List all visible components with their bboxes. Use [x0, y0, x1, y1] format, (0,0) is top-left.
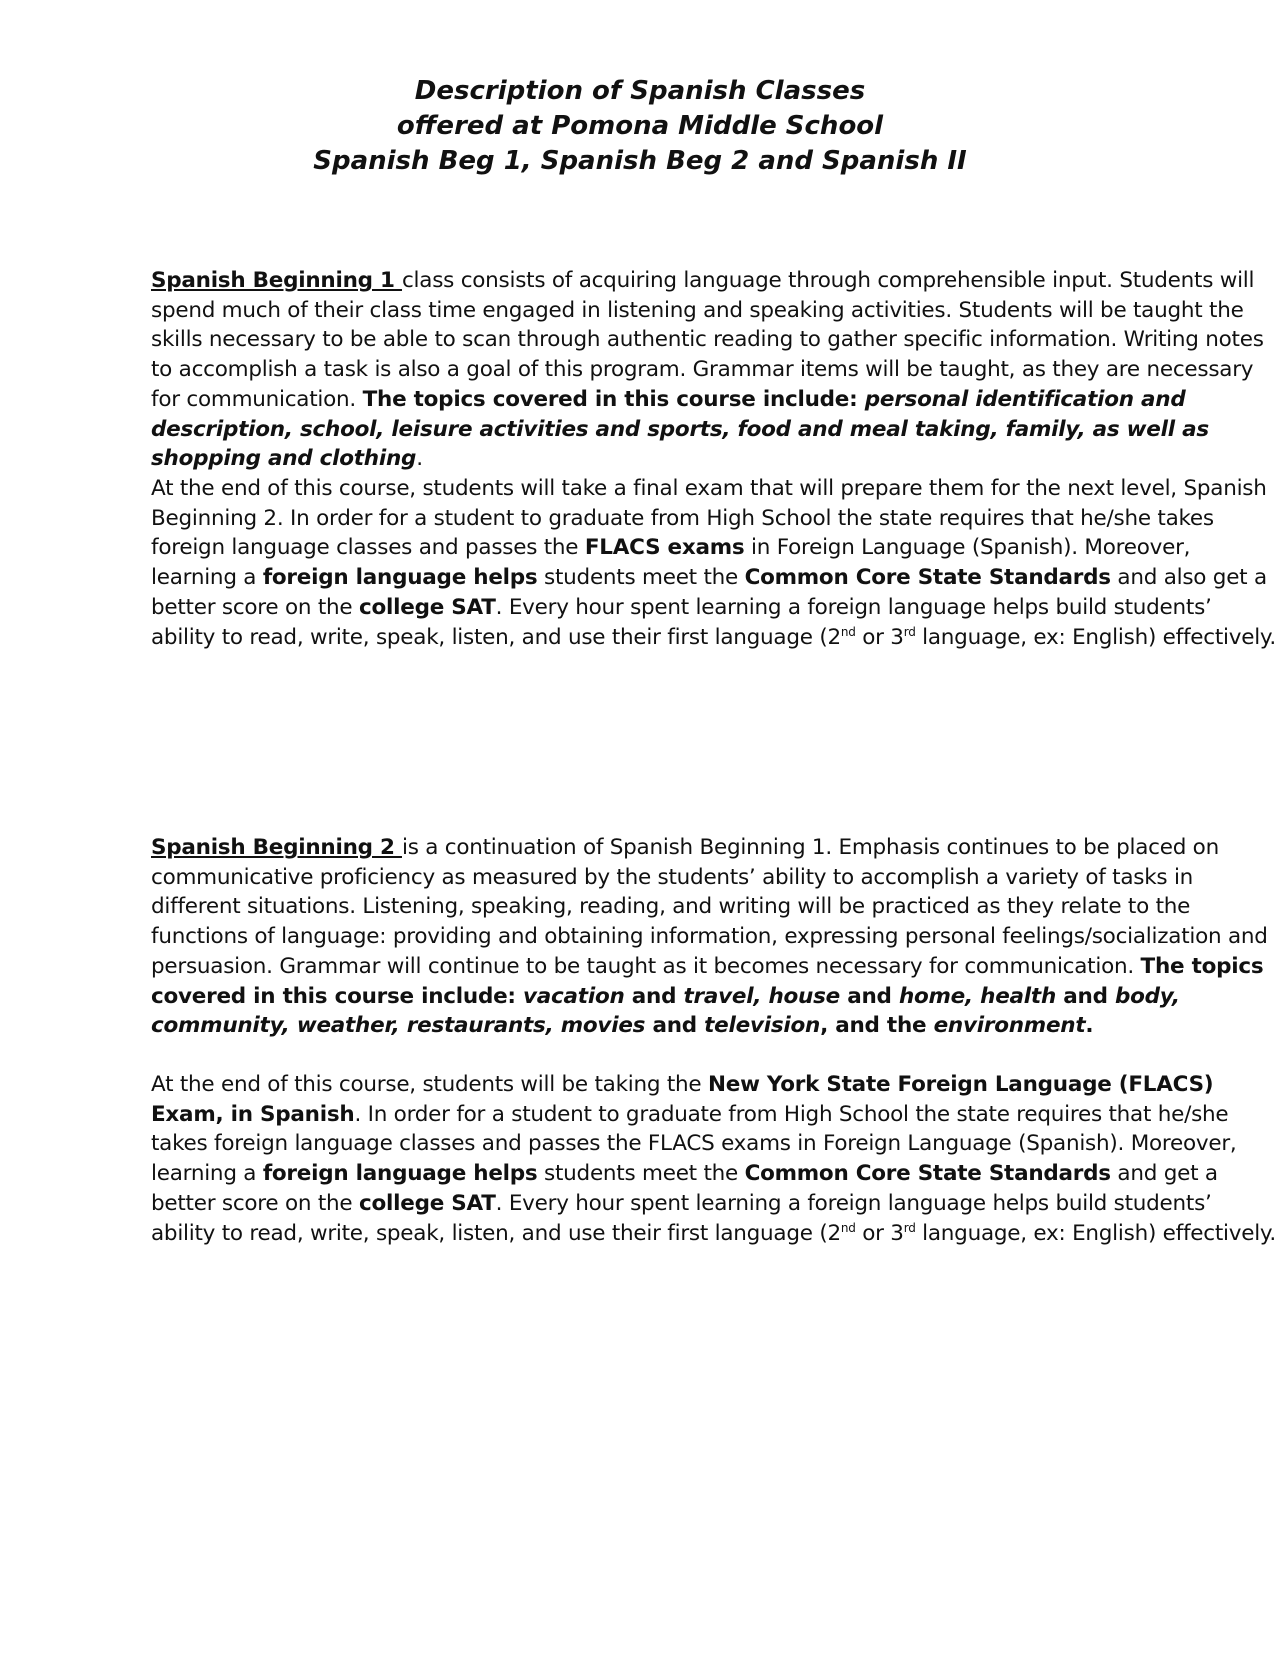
sec2-and-3: and [1056, 983, 1115, 1009]
sec2-and-2: and [840, 983, 899, 1009]
spanish-beginning-2-paragraph [75, 833, 1280, 1041]
sec1-sup-nd: nd [840, 624, 856, 639]
sec2-and-1: and [624, 983, 684, 1009]
sec1-text-g: language, ex: English) effectively. [915, 624, 1276, 650]
sec1-text-b: in Foreign Language (Spanish). Moreover, learning a [151, 535, 1191, 591]
sec2-sup-nd: nd [840, 1220, 856, 1235]
sec2-common-core: Common Core State Standards [744, 1161, 1111, 1187]
sec2-intro-text: is a continuation of Spanish Beginning 1. Emphasis continues to be placed on communicative proficiency as measured by the students’ ability to accomplish a variety of tasks in different situations. Listening, speaking, reading, and writing will be practiced as they relate to the functions of language: providing and obtaining information, expressing personal feelings/socialization and persuasion. Grammar will continue to be taught as it becomes necessary for communication. [151, 835, 1268, 979]
sec2-topic-travel: travel, house [683, 983, 840, 1009]
sec2-text-b: . In order for a student to graduate from High School the state requires that he/she takes foreign language classes and passes the FLACS exams in Foreign Language (Spanish). Moreover, learning a [151, 1101, 1237, 1187]
sec1-sup-rd: rd [903, 624, 916, 639]
sec1-exam-paragraph [75, 474, 1280, 652]
sec2-text-a: At the end of this course, students will be taking the [151, 1072, 708, 1097]
sec2-text-f: or 3 [855, 1220, 904, 1246]
sec1-flacs-exams: FLACS exams [584, 535, 745, 561]
sec2-topic-television: television [704, 1013, 821, 1039]
title-line-3: Spanish Beg 1, Spanish Beg 2 and Spanish II [313, 146, 967, 176]
sec1-text-f: or 3 [855, 624, 904, 650]
sec2-topics-end: . [1085, 1013, 1094, 1039]
sec1-foreign-language-helps: foreign language helps [262, 565, 538, 591]
sec2-text-g: language, ex: English) effectively. [915, 1220, 1276, 1246]
sec1-text-d: and also get a better score on the [151, 565, 1267, 620]
title-line-2: offered at Pomona Middle School [396, 111, 884, 141]
sec2-and-the: , and the [820, 1013, 934, 1039]
sec2-exam-paragraph [75, 1070, 1280, 1248]
sec2-topic-vacation: vacation [523, 983, 625, 1009]
sec1-topics-list: personal identification and description, school, leisure activities and sports, food and meal taking, family, as well as shopping and clothing [151, 386, 1209, 472]
sec2-topics-lead: The topics covered in this course include: [151, 953, 1264, 1009]
sec2-text-c: students meet the [537, 1161, 745, 1187]
sec2-topic-environment: environment [933, 1013, 1086, 1039]
sec2-text-d: and get a better score on the [151, 1161, 1218, 1216]
sec2-topic-body: body, community, weather, restaurants, movies [151, 983, 1180, 1039]
sec1-topics-lead: The topics covered in this course include: [362, 386, 865, 412]
sec2-sup-rd: rd [903, 1220, 916, 1235]
sec2-topic-home: home, health [898, 983, 1057, 1009]
sec2-college-sat: college SAT [358, 1190, 496, 1216]
sec1-college-sat: college SAT [358, 594, 496, 620]
title-line-1: Description of Spanish Classes [414, 76, 866, 106]
sec1-text-a: At the end of this course, students will take a final exam that will prepare them for the next level, Spanish Beginning 2. In order for a student to graduate from High School the state requires that he/she takes foreign language classes and passes the [151, 476, 1267, 561]
sec1-intro-text: class consists of acquiring language through comprehensible input. Students will spend much of their class time engaged in listening and speaking activities. Students will be taught the skills necessary to be able to scan through authentic reading to gather specific information. Writing notes to accomplish a task is also a goal of this program. Grammar items will be taught, as they are necessary for communication. [151, 268, 1264, 412]
spanish-beginning-2-heading: Spanish Beginning 2 [151, 835, 402, 860]
sec1-topics-end: . [416, 446, 423, 472]
sec1-common-core: Common Core State Standards [744, 565, 1111, 591]
sec2-foreign-language-helps: foreign language helps [262, 1161, 538, 1187]
document-title [0, 74, 1280, 179]
sec2-nys-flacs-exam: New York State Foreign Language (FLACS) Exam, in Spanish [151, 1072, 1214, 1127]
spanish-beginning-1-paragraph [75, 266, 1280, 474]
sec1-text-e: . Every hour spent learning a foreign language helps build students’ ability to read, write, speak, listen, and use their first language (2 [151, 594, 1212, 650]
sec2-and-4: and [645, 1013, 705, 1039]
sec1-text-c: students meet the [537, 565, 745, 591]
spanish-beginning-1-heading: Spanish Beginning 1 [151, 268, 402, 293]
sec2-text-e: . Every hour spent learning a foreign language helps build students’ ability to read, write, speak, listen, and use their first language (2 [151, 1190, 1212, 1246]
